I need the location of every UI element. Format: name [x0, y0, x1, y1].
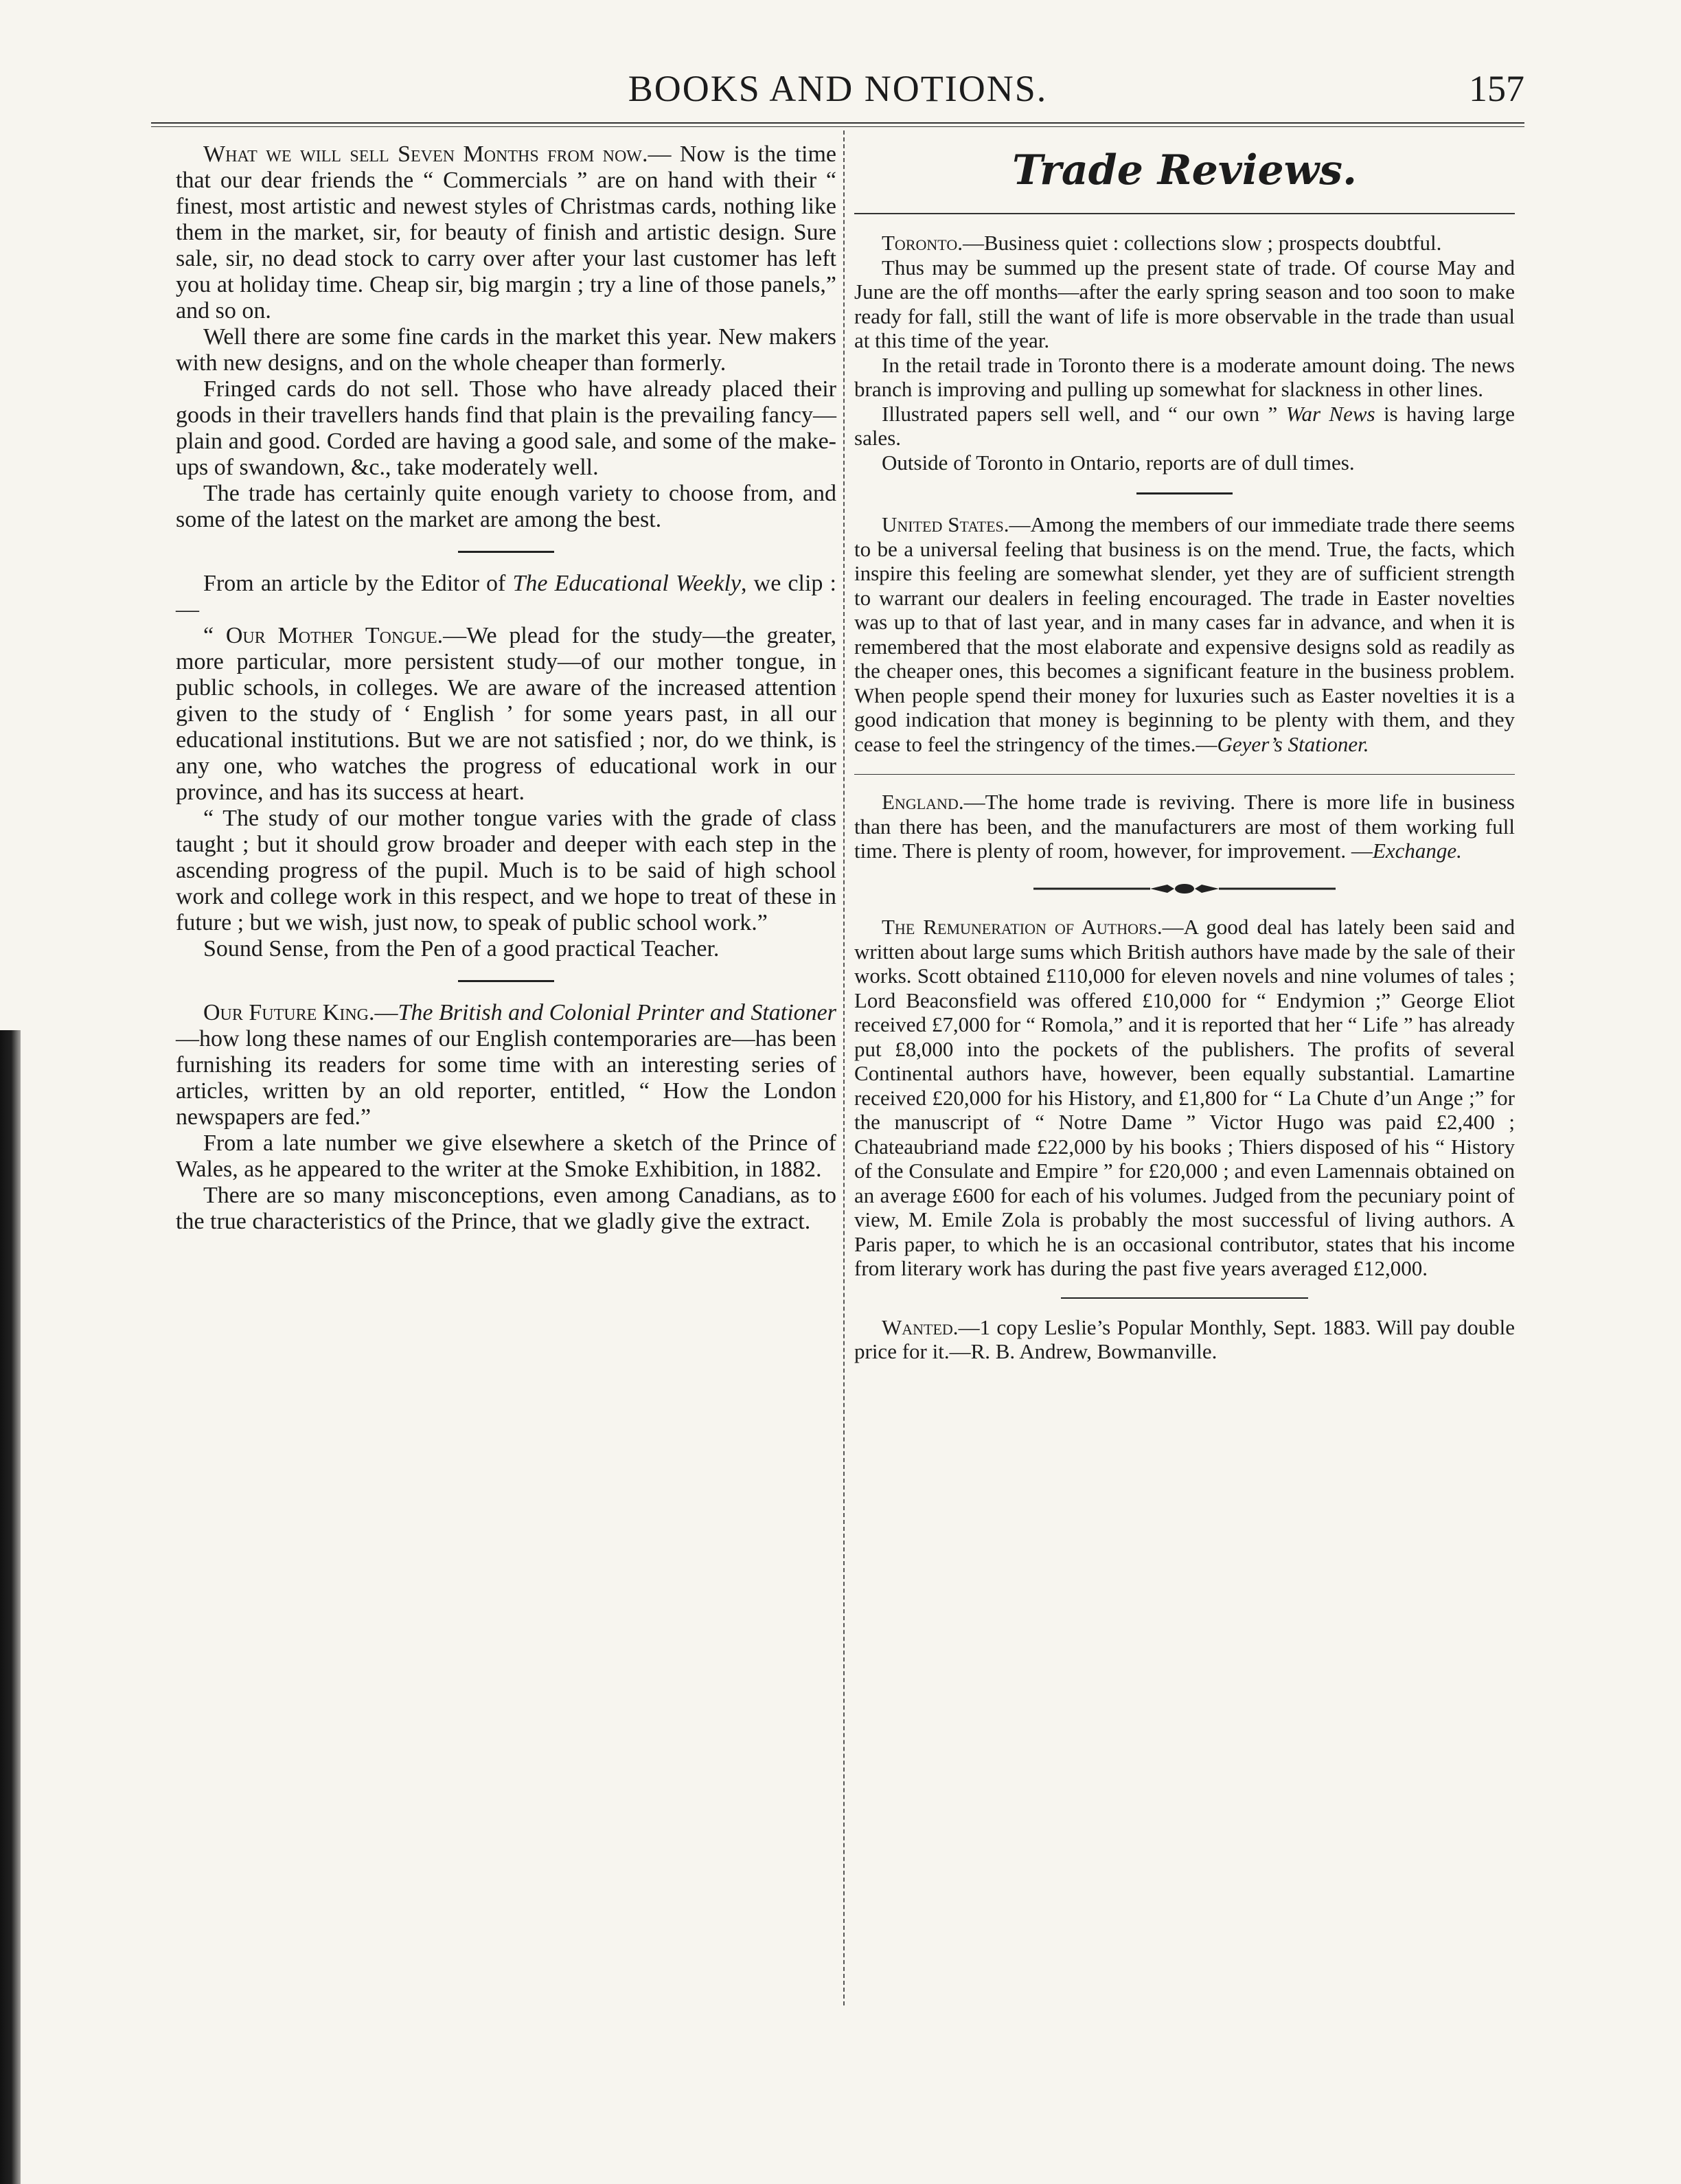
paragraph-remuneration-authors	[854, 915, 1515, 1281]
section-rule	[854, 774, 1515, 775]
paragraph-article-intro	[176, 571, 836, 623]
paragraph-lead: Our Mother Tongue.	[225, 623, 444, 648]
paragraph-body: —The home trade is reviving. There is more life in business than there has been, and the manufacturers are most of them working full time. There is plenty of room, however, for improvement. —	[854, 790, 1515, 863]
paragraph-fringed-cards: Fringed cards do not sell. Those who have already placed their goods in their travellers hands find that plain is the prevailing fancy—plain and good. Corded are having a good sale, and some of the make-ups of swandown, &c., take moderately well.	[176, 376, 836, 480]
paragraph-lead: Our Future King.	[203, 1000, 375, 1025]
publication-title: The British and Colonial Printer and Stationer	[398, 1000, 836, 1025]
section-heading-trade-reviews: Trade Reviews.	[1012, 146, 1357, 194]
running-header	[151, 67, 1524, 122]
section-rule	[1136, 492, 1233, 494]
header-rule	[151, 122, 1524, 127]
running-title: BOOKS AND NOTIONS.	[628, 68, 1048, 109]
paragraph-misconceptions: There are so many misconceptions, even among Canadians, as to the true characteristics of the Prince, that we gladly give the extract.	[176, 1183, 836, 1234]
paragraph-future-king	[176, 1000, 836, 1130]
page-spine-shadow	[0, 1030, 21, 2184]
text-run: , we clip :—	[176, 571, 837, 622]
text-run: From an article by the Editor of	[203, 571, 513, 596]
paragraph-body: —Business quiet : collections slow ; prospects doubtful.	[962, 231, 1442, 255]
paragraph-lead: What we will sell Seven Months from now.—	[203, 141, 672, 167]
left-column	[176, 141, 836, 1235]
paragraph-lead: Toronto.	[882, 231, 963, 255]
paragraph-body: —how long these names of our English contemporaries are—has been furnishing its readers for some time with an interesting series of articles, written by an old reporter, entitled, “ How the London newspapers are fed.”	[176, 1026, 836, 1130]
paragraph-christmas-cards	[176, 141, 836, 324]
ornamental-divider	[854, 877, 1515, 902]
paragraph-england	[854, 790, 1515, 863]
paragraph-toronto-outside: Outside of Toronto in Ontario, reports are of dull times.	[882, 450, 1355, 475]
publication-title: The Educational Weekly	[512, 571, 742, 596]
section-rule	[1061, 1297, 1308, 1299]
paragraph-prince-sketch: From a late number we give elsewhere a sketch of the Prince of Wales, as he appeared to the writer at the Smoke Exhibition, in 1882.	[176, 1130, 836, 1182]
paragraph-body: —A good deal has lately been said and written about large sums which British authors have made by the sale of their works. Scott obtained £110,000 for eleven novels and nine volumes of tales ; Lord Beaconsfield was offered £10,000 for “ Endymion ;” George Eliot received £7,000 for “ Romola,” and it is reported that her “ Life ” has already put £8,000 into the pockets of the publishers. The profits of several Continental authors have, however, been equally substantial. Lamartine received £20,000 for his History, and £1,800 for “ La Chute d’un Ange ;” for the manuscript of “ Notre Dame ” Victor Hugo was paid £2,400 ; Chateaubriand made £22,000 by his books ; Thiers disposed of his “ History of the Consulate and Empire ” for £20,000 ; and even Lamennais obtained on an average £600 for each of his volumes. Judged from the pecuniary point of view, M. Emile Zola is probably the most successful of living authors. A Paris paper, to which he is an occasional contributor, states that his income from literary work has during the past five years averaged £12,000.	[854, 915, 1515, 1280]
paragraph-lead: United States.	[882, 512, 1009, 536]
paragraph-fine-cards: Well there are some fine cards in the market this year. New makers with new designs, and on the whole cheaper than formerly.	[176, 324, 836, 376]
heading-rule	[854, 213, 1515, 214]
paragraph-toronto-papers	[854, 402, 1515, 451]
section-rule	[458, 551, 554, 553]
paragraph-toronto	[854, 231, 1515, 255]
paragraph-lead: Wanted.	[882, 1315, 959, 1339]
paragraph-variety: The trade has certainly quite enough variety to choose from, and some of the latest on the market are among the best.	[176, 481, 836, 532]
paragraph-body: —Among the members of our immediate trade there seems to be a universal feeling that business is on the mend. True, the facts, which inspire this feeling are somewhat slender, yet they are of sufficient strength to warrant our dealers in feeling encouraged. The trade in Easter novelties was up to that of last year, and in many cases far in advance, and when it is remembered that the most elaborate and expensive designs sold as readily as the cheaper ones, this becomes a significant feature in the business problem. When people spend their money for luxuries such as Easter novelties it is a good indication that money is beginning to be plenty with them, and they cease to feel the stringency of the times.—	[854, 512, 1515, 756]
paragraph-united-states	[854, 512, 1515, 756]
text-run: is having large sales.	[854, 401, 1516, 450]
page-number: 157	[1469, 68, 1524, 109]
right-column	[854, 141, 1515, 1364]
paragraph-mother-tongue	[176, 623, 836, 806]
publication-title: War News	[1285, 401, 1375, 426]
paragraph-lead: England.	[882, 790, 964, 814]
ornament-rule	[1033, 882, 1336, 896]
paragraph-toronto-retail: In the retail trade in Toronto there is a moderate amount doing. The news branch is improving and pulling up somewhat for slackness in other lines.	[854, 352, 1515, 401]
text-run: Illustrated papers sell well, and “ our own ”	[882, 401, 1286, 426]
paragraph-lead: The Remuneration of Authors.	[882, 915, 1163, 939]
paragraph-body: Now is the time that our dear friends the “ Commercials ” are on hand with their “ finest, most artistic and newest styles of Christmas cards, nothing like them in the market, sir, for beauty of finish and artistic design. Sure sale, sir, no dead stock to carry over after your last customer has left you at holiday time. Cheap sir, big margin ; try a line of those panels,” and so on.	[176, 141, 836, 323]
paragraph-study-varies: “ The study of our mother tongue varies with the grade of class taught ; but it should grow broader and deeper with each step in the ascending progress of the pupil. Much is to be said of high school work and college work in this respect, and we hope to treat of these in future ; but we wish, just now, to speak of public school work.”	[176, 806, 836, 935]
column-divider	[843, 130, 845, 2005]
paragraph-toronto-summary: Thus may be summed up the present state of trade. Of course May and June are the off months—after the early spring season and too soon to make ready for fall, still the want of life is more observable in the trade than usual at this time of the year.	[854, 255, 1515, 352]
text-run: —	[374, 1000, 398, 1025]
section-rule	[458, 980, 554, 982]
source-credit: Exchange.	[1372, 839, 1462, 863]
text-run: “	[203, 623, 226, 648]
paragraph-sound-sense: Sound Sense, from the Pen of a good practical Teacher.	[203, 936, 720, 962]
paragraph-body: —1 copy Leslie’s Popular Monthly, Sept. 1883. Will pay double price for it.—R. B. Andrew, Bowmanville.	[854, 1315, 1515, 1363]
paragraph-body: —We plead for the study—the greater, more particular, more persistent study—of our mother tongue, in public schools, in colleges. We are aware of the increased attention given to the study of ‘ English ’ for some years past, in all our educational institutions. But we are not satisfied ; nor, do we think, is any one, who watches the progress of educational work in our province, and has its success at heart.	[176, 623, 836, 805]
paragraph-wanted	[854, 1315, 1515, 1364]
source-credit: Geyer’s Stationer.	[1217, 731, 1369, 756]
